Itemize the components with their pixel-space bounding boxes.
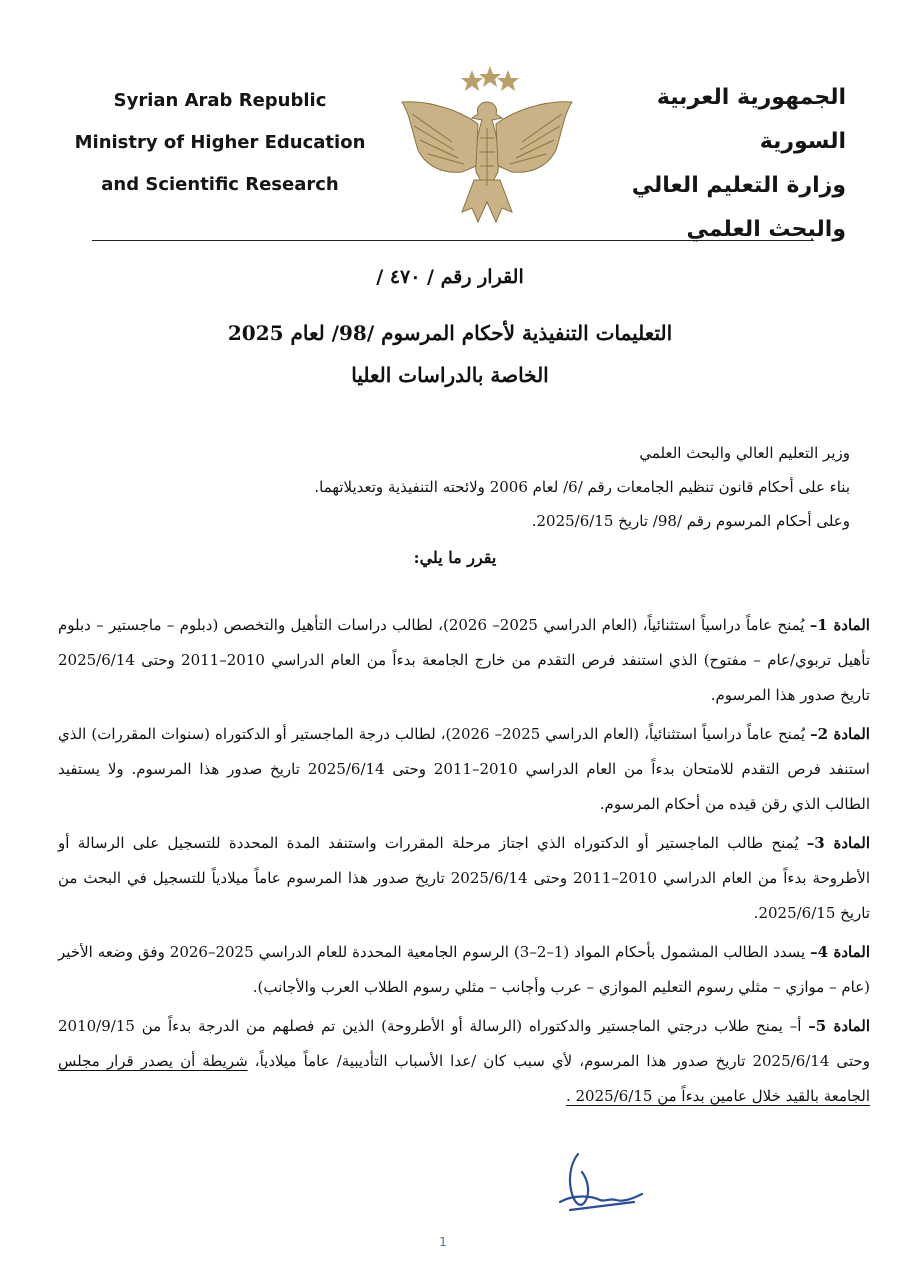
- article-2: [58, 717, 870, 822]
- header-ar-line-country: الجمهورية العربية السورية: [656, 85, 846, 154]
- header-en-line-research: and Scientific Research: [101, 174, 339, 195]
- article-label: المادة 2–: [810, 725, 870, 743]
- header-arabic: [586, 76, 846, 252]
- article-label: المادة 3–: [806, 834, 870, 852]
- article-text: يسدد الطالب المشمول بأحكام المواد (1–2–3) الرسوم الجامعية المحددة للعام الدراسي 2025–2026 وفق وضعه الأخير (عام – موازي – مثلي رسوم التعليم الموازي – عرب وأجانب – مثلي رسوم الطلاب العرب والأجانب).: [58, 943, 870, 996]
- article-4: [58, 935, 870, 1005]
- decision-title-line-2: الخاصة بالدراسات العليا: [351, 363, 549, 387]
- article-5: [58, 1009, 870, 1114]
- header-en-line-country: Syrian Arab Republic: [113, 90, 327, 111]
- decision-number: القرار رقم / ٤٧٠ /: [376, 266, 524, 288]
- preamble: [60, 436, 850, 538]
- article-3: [58, 826, 870, 931]
- articles-list: [58, 608, 870, 1118]
- signature-mark: [530, 1150, 650, 1220]
- article-text: يُمنح طالب الماجستير أو الدكتوراه الذي اجتاز مرحلة المقررات واستنفد المدة المحددة للتسجيل على الرسالة أو الأطروحة بدءاً من العام الدراسي 2010–2011 وحتى 2025/6/14 تاريخ صدور هذا المرسوم عاماً ميلادياً للتسجيل في البحث من تاريخ 2025/6/15.: [58, 834, 870, 922]
- preamble-minister: وزير التعليم العالي والبحث العلمي: [639, 444, 850, 462]
- header-english: [60, 80, 380, 206]
- article-text: أ– يمنح طلاب درجتي الماجستير والدكتوراه (الرسالة أو الأطروحة) الذين تم فصلهم من الدرجة بدءاً من 2010/9/15 وحتى 2025/6/14 تاريخ صدور هذا المرسوم، لأي سبب كان /عدا الأسباب التأديبية/ عاماً ميلادياً،: [58, 1017, 870, 1070]
- page-number: 1: [439, 1235, 447, 1249]
- decision-title-line-1: التعليمات التنفيذية لأحكام المرسوم /98/ لعام 2025: [227, 321, 673, 345]
- article-label: المادة 5–: [808, 1017, 870, 1035]
- preamble-decree-reference: وعلى أحكام المرسوم رقم /98/ تاريخ 2025/6/15.: [531, 512, 850, 530]
- article-label: المادة 4–: [810, 943, 870, 961]
- article-text: يُمنح عاماً دراسياً استثنائياً، (العام الدراسي 2025– 2026)، لطالب درجة الماجستير أو الدكتوراه (سنوات المقررات) الذي استنفد فرص التقدم للامتحان بدءاً من العام الدراسي 2010–2011 وحتى 2025/6/14 تاريخ صدور هذا المرسوم. ولا يستفيد الطالب الذي رقن قيده من أحكام المرسوم.: [58, 725, 870, 813]
- decision-title: [150, 312, 750, 396]
- header-divider: [92, 240, 814, 241]
- article-condition: شريطة أن يصدر قرار مجلس الجامعة بالقيد خلال عامين بدءاً من 2025/6/15 .: [58, 1052, 870, 1105]
- article-1: [58, 608, 870, 713]
- header-ar-line-research: والبحث العلمي: [686, 217, 846, 242]
- header-en-line-ministry: Ministry of Higher Education: [74, 132, 366, 153]
- preamble-law-reference: بناء على أحكام قانون تنظيم الجامعات رقم /6/ لعام 2006 ولائحته التنفيذية وتعديلاتهما.: [314, 478, 850, 496]
- article-text: يُمنح عاماً دراسياً استثنائياً، (العام الدراسي 2025– 2026)، لطالب دراسات التأهيل والتخصص (دبلوم – ماجستير – دبلوم تأهيل تربوي/عام – مفتوح) الذي استنفد فرص التقدم من خارج الجامعة بدءاً من العام الدراسي 2010–2011 وحتى 2025/6/14 تاريخ صدور هذا المرسوم.: [58, 616, 870, 704]
- decides-heading: يقرر ما يلي:: [413, 548, 497, 567]
- eagle-emblem-icon: [392, 62, 582, 238]
- header-ar-line-ministry: وزارة التعليم العالي: [631, 173, 846, 198]
- article-label: المادة 1–: [809, 616, 870, 634]
